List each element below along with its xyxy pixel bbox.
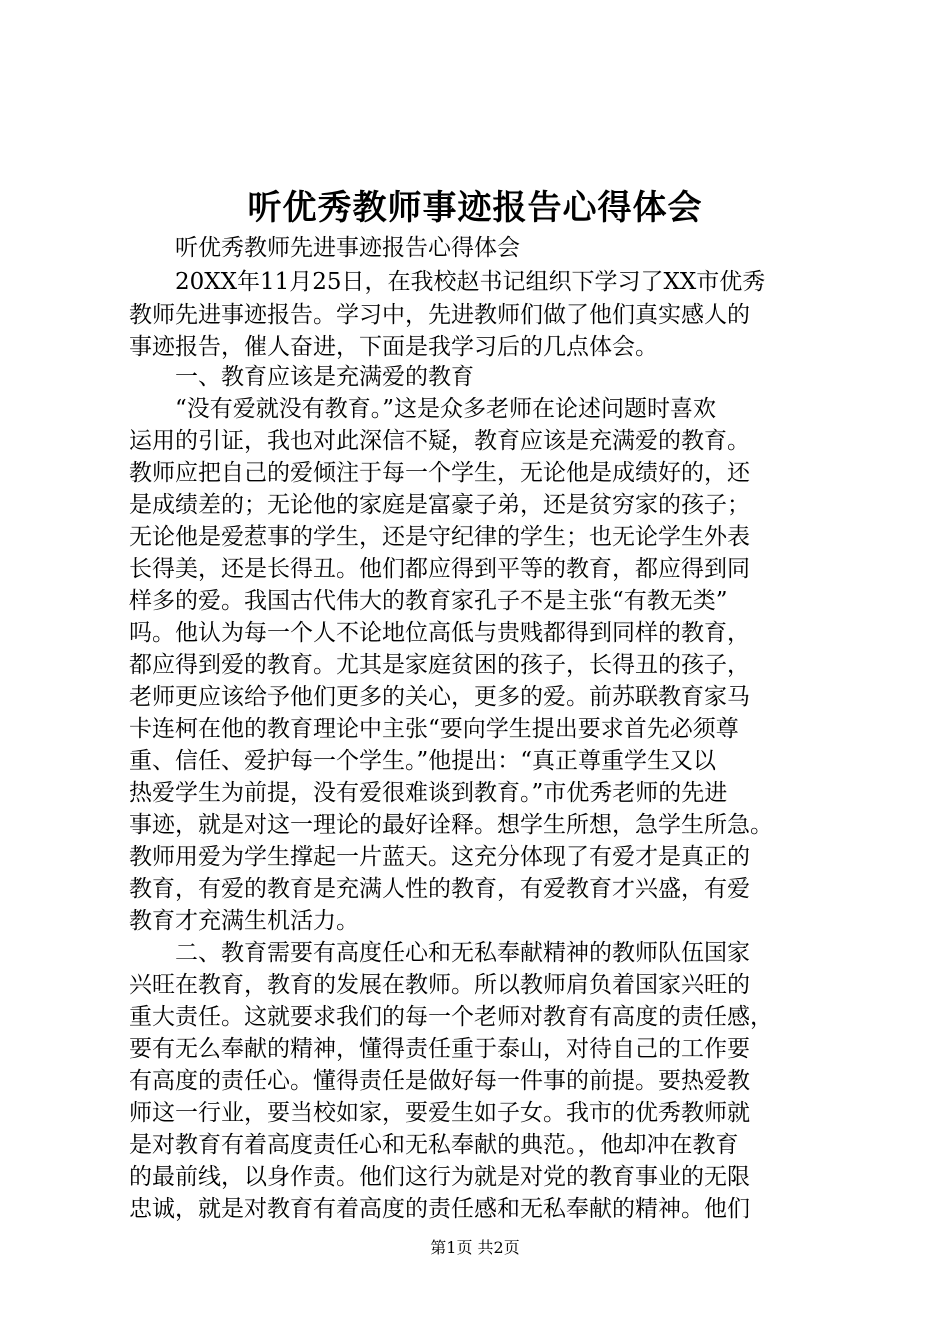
body-line: 一、教育应该是充满爱的教育: [129, 364, 474, 390]
body-line: 师这一行业，要当校如家，要爱生如子女。我市的优秀教师就: [129, 1100, 750, 1126]
body-line: 是对教育有着高度责任心和无私奉献的典范。，他却冲在教育: [129, 1132, 739, 1158]
body-line: 无论他是爱惹事的学生，还是守纪律的学生；也无论学生外表: [129, 524, 750, 550]
body-line: “没有爱就没有教育。”这是众多老师在论述问题时喜欢: [129, 396, 717, 422]
body-line: 20XX年11月25日，在我校赵书记组织下学习了XX市优秀: [129, 269, 766, 295]
body-line: 教育，有爱的教育是充满人性的教育，有爱教育才兴盛，有爱: [129, 876, 750, 902]
body-line: 兴旺在教育，教育的发展在教师。所以教师肩负着国家兴旺的: [129, 972, 750, 998]
body-line: 热爱学生为前提，没有爱很难谈到教育。”市优秀老师的先进: [129, 780, 728, 806]
body-line: 教师应把自己的爱倾注于每一个学生，无论他是成绩好的，还: [129, 460, 750, 486]
body-line: 要有无么奉献的精神，懂得责任重于泰山，对待自己的工作要: [129, 1036, 750, 1062]
body-line: 有高度的责任心。懂得责任是做好每一件事的前提。要热爱教: [129, 1068, 750, 1094]
body-line: 老师更应该给予他们更多的关心，更多的爱。前苏联教育家马: [129, 684, 750, 710]
body-line: 事迹报告，催人奋进，下面是我学习后的几点体会。: [129, 334, 658, 360]
body-line: 听优秀教师先进事迹报告心得体会: [129, 235, 520, 261]
body-line: 长得美，还是长得丑。他们都应得到平等的教育，都应得到同: [129, 556, 750, 582]
body-line: 运用的引证，我也对此深信不疑，教育应该是充满爱的教育。: [129, 428, 750, 454]
page-number-footer: 第1页 共2页: [430, 1238, 520, 1257]
body-line: 教育才充满生机活力。: [129, 908, 359, 934]
body-line: 重大责任。这就要求我们的每一个老师对教育有高度的责任感，: [129, 1004, 773, 1030]
body-line: 吗。他认为每一个人不论地位高低与贵贱都得到同样的教育，: [129, 620, 750, 646]
body-line: 二、教育需要有高度任心和无私奉献精神的教师队伍国家: [129, 940, 750, 966]
document-title: 听优秀教师事迹报告心得体会: [247, 188, 703, 228]
body-line: 都应得到爱的教育。尤其是家庭贫困的孩子，长得丑的孩子，: [129, 652, 750, 678]
body-line: 样多的爱。我国古代伟大的教育家孔子不是主张“有教无类”: [129, 588, 728, 614]
body-line: 卡连柯在他的教育理论中主张“要向学生提出要求首先必须尊: [129, 716, 739, 742]
body-line: 教师用爱为学生撑起一片蓝天。这充分体现了有爱才是真正的: [129, 844, 750, 870]
body-line: 事迹，就是对这一理论的最好诠释。想学生所想，急学生所急。: [129, 812, 773, 838]
body-line: 重、信任、爱护每一个学生。”他提出：“真正尊重学生又以: [129, 748, 717, 774]
body-line: 是成绩差的；无论他的家庭是富豪子弟，还是贫穷家的孩子；: [129, 492, 750, 518]
body-line: 教师先进事迹报告。学习中，先进教师们做了他们真实感人的: [129, 302, 750, 328]
body-line: 的最前线，以身作责。他们这行为就是对党的教育事业的无限: [129, 1164, 750, 1190]
body-line: 忠诚，就是对教育有着高度的责任感和无私奉献的精神。他们: [129, 1196, 750, 1222]
